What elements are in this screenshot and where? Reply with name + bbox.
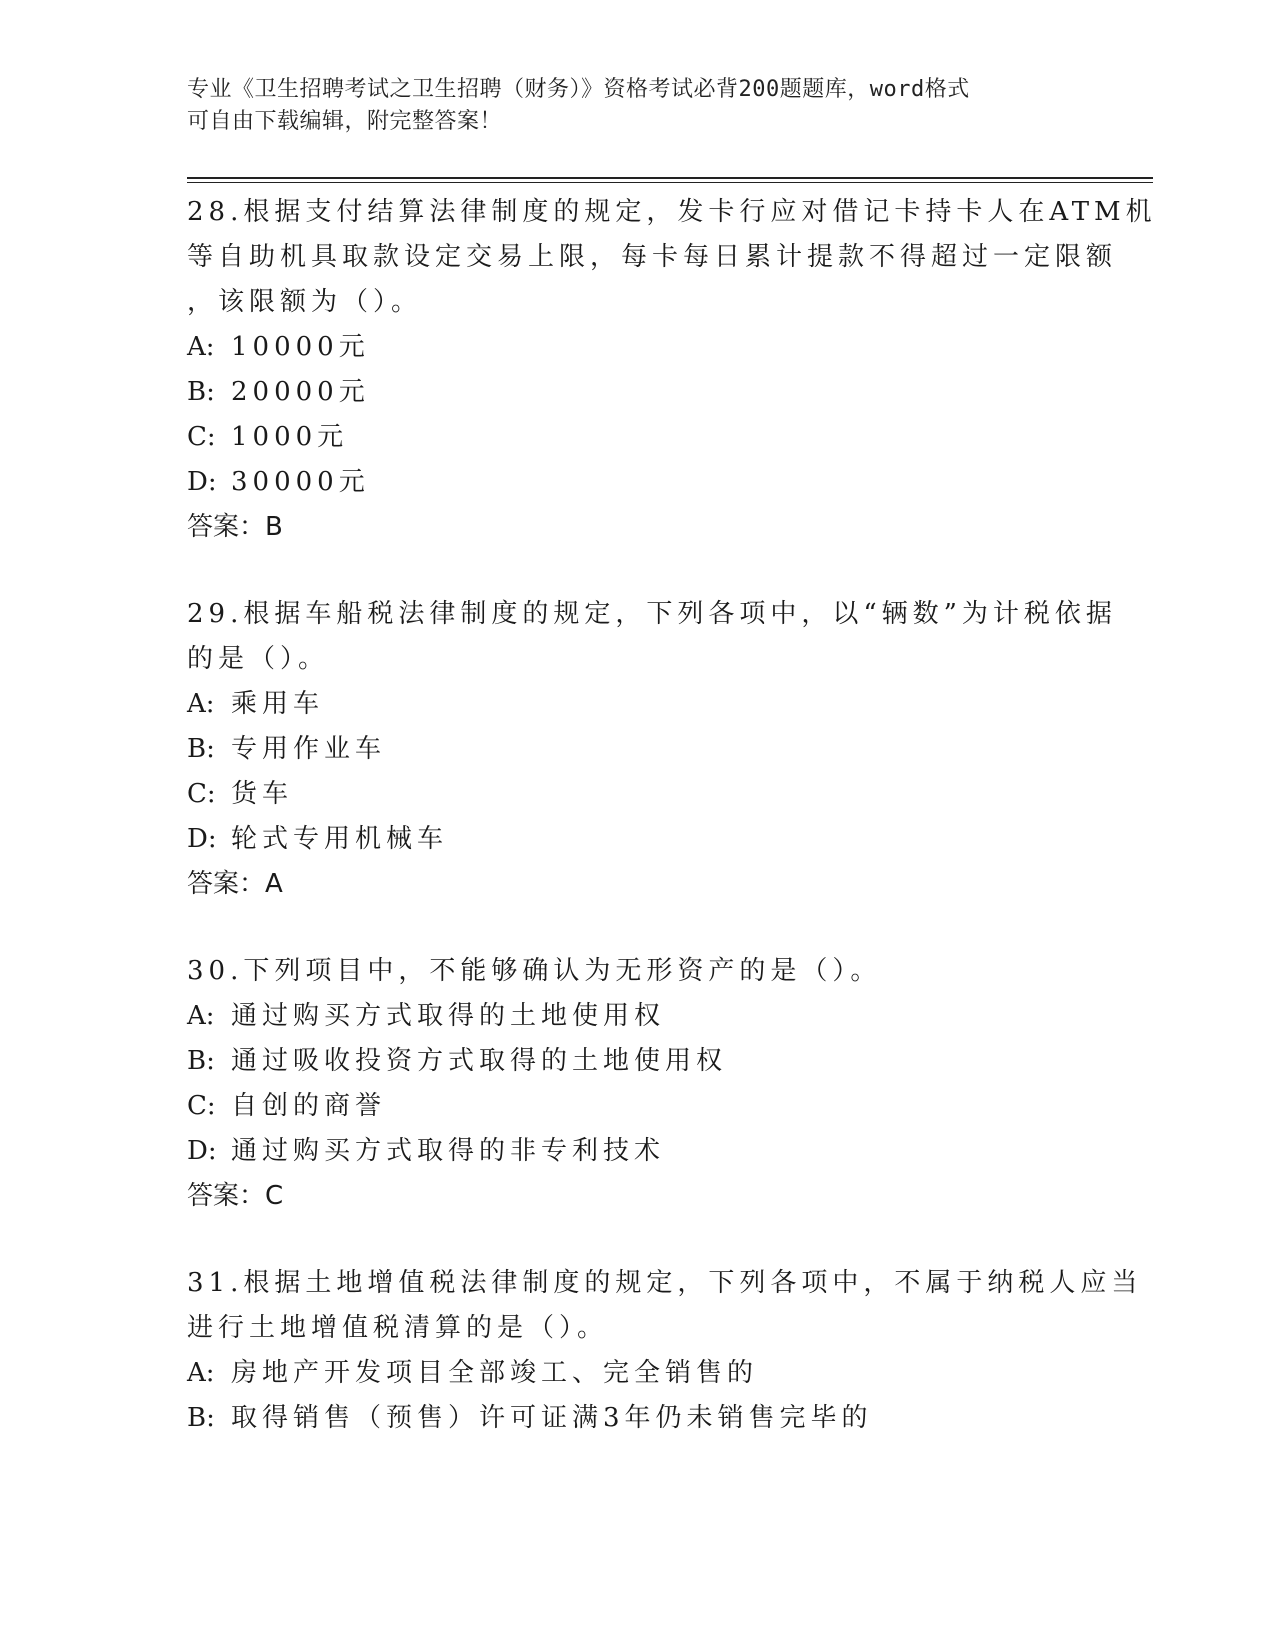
option-text: 通过购买方式取得的非专利技术	[231, 1136, 666, 1166]
option-key: D:	[187, 1136, 217, 1166]
question-text: 30.下列项目中，不能够确认为无形资产的是（）。	[187, 956, 882, 986]
option-b	[187, 1396, 1087, 1441]
divider-thin-line	[187, 182, 1153, 183]
question-text: 的是（）。	[187, 644, 330, 674]
option-text: 20000元	[231, 377, 370, 407]
header-line-1: 专业《卫生招聘考试之卫生招聘（财务）》资格考试必背200题题库，word格式	[187, 77, 970, 102]
header-line-2: 可自由下载编辑，附完整答案！	[187, 109, 503, 134]
option-key: D:	[187, 824, 217, 854]
option-text: 货车	[231, 779, 294, 809]
question-text: 31.根据土地增值税法律制度的规定，下列各项中，不属于纳税人应当	[187, 1268, 1143, 1298]
option-c	[187, 415, 1087, 460]
question-item	[187, 190, 1157, 550]
header-divider	[187, 177, 1153, 183]
option-key: B:	[187, 1403, 215, 1433]
answer-text: 答案：A	[187, 869, 283, 899]
question-list	[187, 190, 1157, 1483]
question-text: 等自助机具取款设定交易上限，每卡每日累计提款不得超过一定限额	[187, 242, 1118, 272]
option-text: 取得销售（预售）许可证满3年仍未销售完毕的	[231, 1403, 873, 1433]
question-text: ，该限额为（）。	[187, 287, 423, 317]
option-a	[187, 1351, 1087, 1396]
option-key: B:	[187, 1046, 215, 1076]
option-b	[187, 370, 1087, 415]
option-b	[187, 727, 1087, 772]
option-d	[187, 460, 1087, 505]
answer-text: 答案：C	[187, 1181, 284, 1211]
option-text: 乘用车	[231, 689, 325, 719]
option-key: A:	[187, 1001, 215, 1031]
option-a	[187, 325, 1087, 370]
option-text: 轮式专用机械车	[231, 824, 449, 854]
option-key: A:	[187, 689, 215, 719]
option-key: B:	[187, 377, 215, 407]
answer-text: 答案：B	[187, 512, 283, 542]
option-text: 30000元	[231, 467, 370, 497]
question-item	[187, 949, 1087, 1219]
question-item	[187, 592, 1117, 907]
option-text: 自创的商誉	[231, 1091, 387, 1121]
option-text: 房地产开发项目全部竣工、完全销售的	[231, 1358, 759, 1388]
option-a	[187, 682, 1087, 727]
option-text: 专用作业车	[231, 734, 387, 764]
option-a	[187, 994, 1087, 1039]
option-c	[187, 772, 1087, 817]
option-key: C:	[187, 422, 216, 452]
option-b	[187, 1039, 1087, 1084]
option-key: B:	[187, 734, 215, 764]
divider-thick-line	[187, 177, 1153, 179]
option-key: C:	[187, 1091, 216, 1121]
option-key: D:	[187, 467, 217, 497]
option-key: A:	[187, 332, 215, 362]
question-text: 29.根据车船税法律制度的规定，下列各项中，以“辆数”为计税依据	[187, 599, 1117, 629]
option-key: C:	[187, 779, 216, 809]
question-item	[187, 1261, 1143, 1441]
question-text: 28.根据支付结算法律制度的规定，发卡行应对借记卡持卡人在ATM机	[187, 197, 1157, 227]
option-text: 通过吸收投资方式取得的土地使用权	[231, 1046, 728, 1076]
document-header	[187, 74, 1067, 138]
option-text: 1000元	[231, 422, 349, 452]
option-d	[187, 1129, 1087, 1174]
option-key: A:	[187, 1358, 215, 1388]
question-text: 进行土地增值税清算的是（）。	[187, 1313, 609, 1343]
option-c	[187, 1084, 1087, 1129]
option-text: 通过购买方式取得的土地使用权	[231, 1001, 666, 1031]
option-d	[187, 817, 1087, 862]
option-text: 10000元	[231, 332, 370, 362]
